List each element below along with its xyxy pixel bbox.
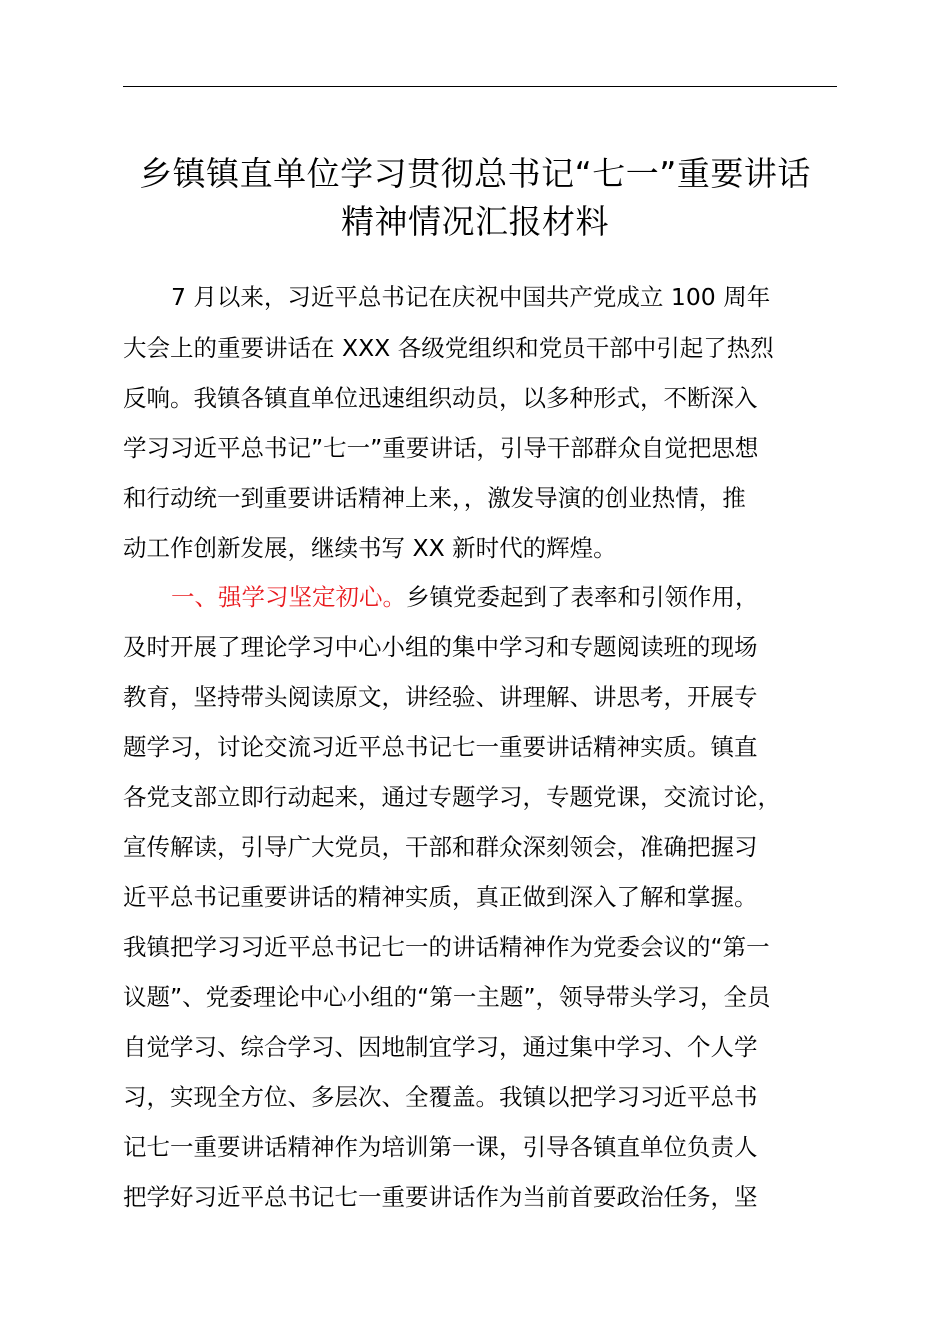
- paragraph-line: 我镇把学习习近平总书记七一的讲话精神作为党委会议的“第一: [123, 933, 770, 961]
- paragraph-line: 各党支部立即行动起来，通过专题学习，专题党课，交流讨论，: [123, 783, 781, 811]
- paragraph-line: 把学好习近平总书记七一重要讲话作为当前首要政治任务，坚: [123, 1183, 758, 1211]
- paragraph-line: 近平总书记重要讲话的精神实质，真正做到深入了解和掌握。: [123, 883, 758, 911]
- paragraph-line: 自觉学习、综合学习、因地制宜学习，通过集中学习、个人学: [123, 1033, 758, 1061]
- paragraph-line: 反响。我镇各镇直单位迅速组织动员，以多种形式，不断深入: [123, 384, 758, 412]
- paragraph-line: 学习习近平总书记”七一”重要讲话，引导干部群众自觉把思想: [123, 434, 759, 462]
- header-rule: [123, 86, 837, 87]
- paragraph-line: 7 月以来，习近平总书记在庆祝中国共产党成立 100 周年: [171, 283, 771, 311]
- paragraph-line: 及时开展了理论学习中心小组的集中学习和专题阅读班的现场: [123, 633, 758, 661]
- paragraph-line: 议题”、党委理论中心小组的“第一主题”，领导带头学习，全员: [123, 983, 771, 1011]
- document-title-line-1: 乡镇镇直单位学习贯彻总书记“七一”重要讲话: [139, 154, 811, 193]
- paragraph-line: 习，实现全方位、多层次、全覆盖。我镇以把学习习近平总书: [123, 1083, 758, 1111]
- paragraph-line: 记七一重要讲话精神作为培训第一课，引导各镇直单位负责人: [123, 1133, 758, 1161]
- paragraph-line: 动工作创新发展，继续书写 XX 新时代的辉煌。: [123, 534, 617, 562]
- paragraph-line: 教育，坚持带头阅读原文，讲经验、讲理解、讲思考，开展专: [123, 683, 758, 711]
- document-title-line-2: 精神情况汇报材料: [341, 202, 609, 241]
- section-1-text: 乡镇党委起到了表率和引领作用，: [406, 583, 759, 611]
- paragraph-line: 大会上的重要讲话在 XXX 各级党组织和党员干部中引起了热烈: [123, 334, 774, 362]
- section-1-heading: 一、强学习坚定初心。: [171, 583, 406, 611]
- paragraph-line: 题学习，讨论交流习近平总书记七一重要讲话精神实质。镇直: [123, 733, 758, 761]
- paragraph-line: 和行动统一到重要讲话精神上来，，激发导演的创业热情，推: [123, 484, 746, 512]
- section-1-first-line: [171, 572, 911, 622]
- paragraph-line: 宣传解读，引导广大党员，干部和群众深刻领会，准确把握习: [123, 833, 758, 861]
